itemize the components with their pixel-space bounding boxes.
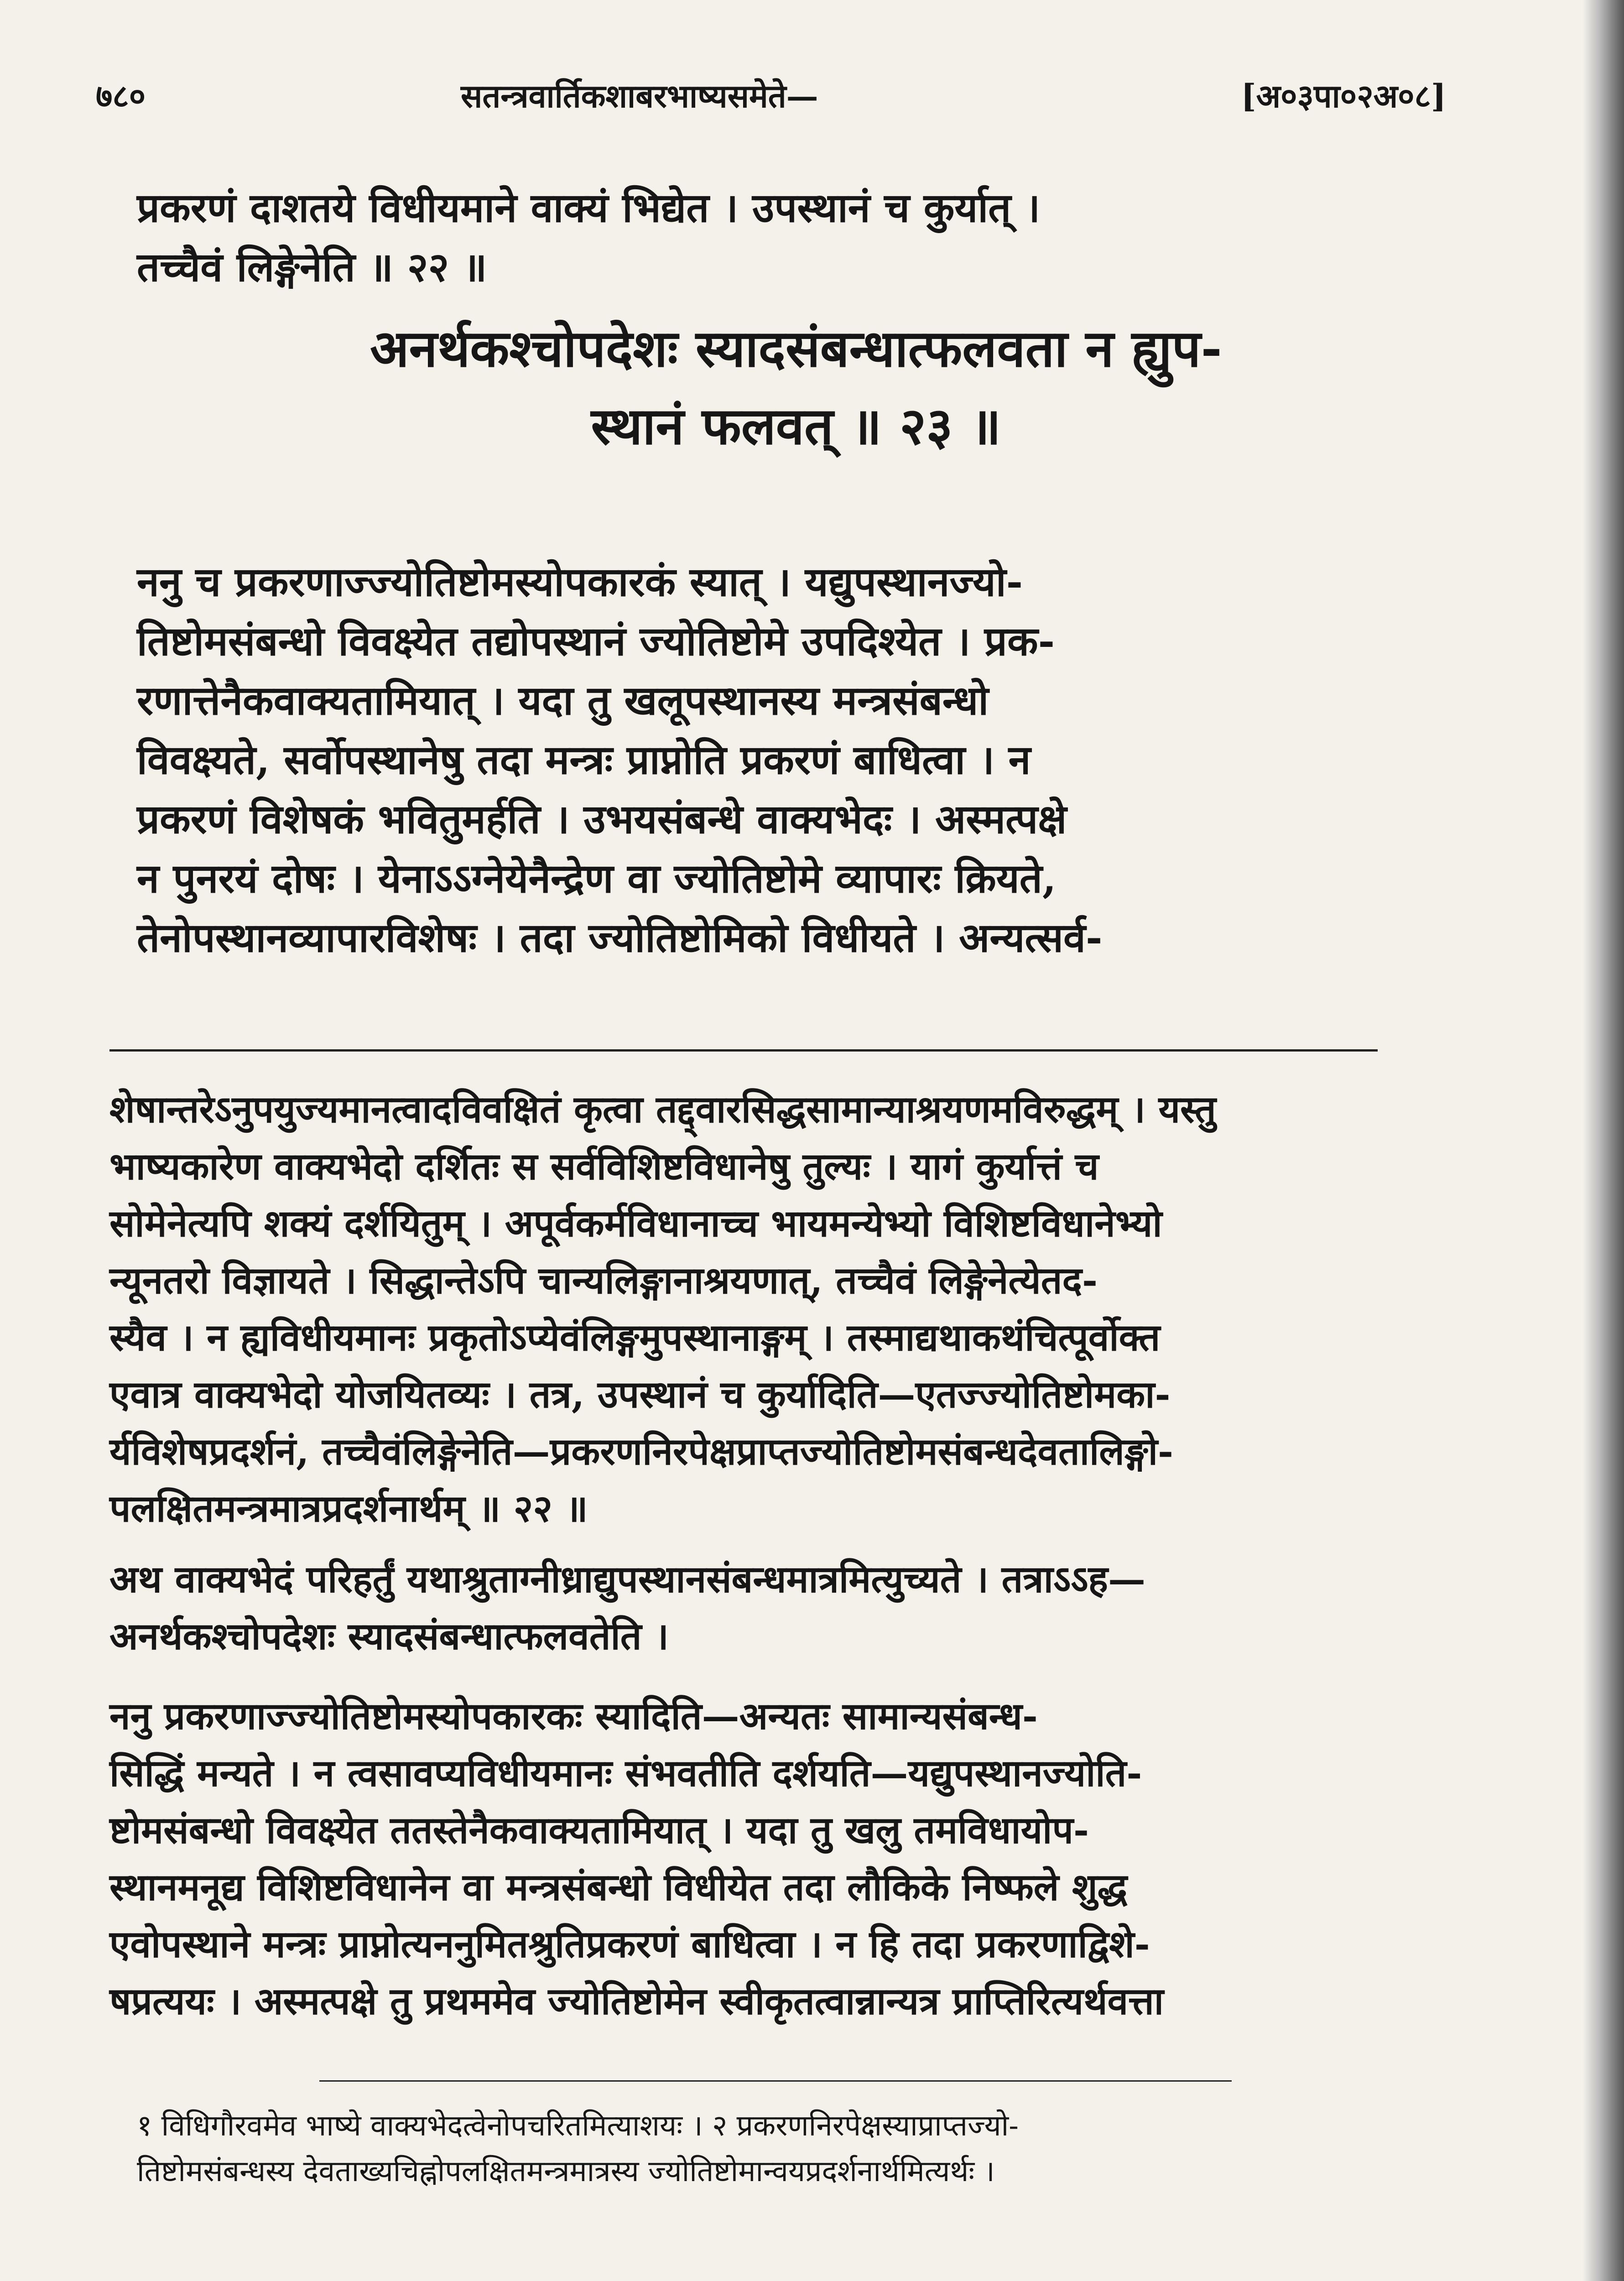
sutra-line: स्थानं फलवत् ॥ २३ ॥ [591,396,1001,456]
commentary-line: पलक्षितमन्त्रमात्रप्रदर्शनार्थम् ॥ २२ ॥ [109,1487,588,1531]
commentary-line: एवोपस्थाने मन्त्रः प्राप्नोत्यननुमितश्रुतिप्रकरणं बाधित्वा । न हि तदा प्रकरणाद्विशे- [109,1922,1150,1966]
commentary-line: शेषान्तरेऽनुपयुज्यमानत्वादविवक्षितं कृत्वा तद्द्वारसिद्धसामान्याश्रयणमविरुद्धम् । यस्तु [109,1088,1216,1131]
commentary-line: षप्रत्ययः । अस्मत्पक्षे तु प्रथममेव ज्योतिष्टोमेन स्वीकृतत्वान्नान्यत्र प्राप्तिरित्यर्थवत्ता [109,1979,1164,2023]
commentary-line: सिद्धिं मन्यते । न त्वसावप्यविधीयमानः संभवतीति दर्शयति—यद्युपस्थानज्योति- [109,1751,1142,1795]
text-line: प्रकरणं दाशतये विधीयमाने वाक्यं भिद्येत । उपस्थानं च कुर्यात् । [137,184,1041,231]
footnote-line: १ विधिगौरवमेव भाष्ये वाक्यभेदत्वेनोपचरितमित्याशयः । २ प्रकरणनिरपेक्षस्याप्राप्तज्यो- [137,2109,1019,2143]
bhashya-text [137,552,1442,967]
commentary-line: अनर्थकश्चोपदेशः स्यादसंबन्धात्फलवतेति । [109,1614,669,1658]
section-divider [109,1049,1378,1052]
bhashya-line: विवक्ष्यते, सर्वोपस्थानेषु तदा मन्त्रः प्राप्नोति प्रकरणं बाधित्वा । न [137,736,1031,783]
commentary-line: स्थानमनूद्य विशिष्टविधानेन वा मन्त्रसंबन्धो विधीयेत तदा लौकिके निष्फले शुद्ध [109,1865,1128,1909]
text-line: तच्चैवं लिङ्गेनेति ॥ २२ ॥ [137,243,487,291]
bhashya-line: प्रकरणं विशेषकं भवितुमर्हति । उभयसंबन्धे वाक्यभेदः । अस्मत्पक्षे [137,795,1067,843]
commentary-line: भाष्यकारेण वाक्यभेदो दर्शितः स सर्वविशिष्टविधानेषु तुल्यः । यागं कुर्यात्तं च [109,1145,1099,1188]
bhashya-line: न पुनरयं दोषः । येनाऽऽग्नेयेनैन्द्रेण वा ज्योतिष्टोमे व्यापारः क्रियते, [137,854,1057,902]
bhashya-line: ननु च प्रकरणाज्ज्योतिष्टोमस्योपकारकं स्यात् । यद्युपस्थानज्यो- [137,558,1023,605]
commentary-line: अथ वाक्यभेदं परिहर्तुं यथाश्रुताग्नीध्राद्युपस्थानसंबन्धमात्रमित्युच्यते । तत्राऽऽह— [109,1557,1145,1601]
page-header [96,68,1446,123]
bhashya-line: रणात्तेनैकवाक्यतामियात् । यदा तु खलूपस्थानस्य मन्त्रसंबन्धो [137,677,989,724]
bhashya-line: तेनोपस्थानव्यापारविशेषः । तदा ज्योतिष्टोमिको विधीयते । अन्यत्सर्व- [137,914,1103,961]
commentary-block-3 [109,1688,1432,2030]
bhashya-line: तिष्टोमसंबन्धो विवक्ष्येत तद्योपस्थानं ज्योतिष्टोमे उपदिश्येत । प्रक- [137,617,1055,665]
commentary-block-1 [109,1081,1432,1537]
page-number: ७८० [96,77,146,115]
commentary-line: न्यूनतरो विज्ञायते । सिद्धान्तेऽपि चान्यलिङ्गानाश्रयणात्, तच्चैवं लिङ्गेनेत्येतद- [109,1259,1098,1302]
running-title: सतन्त्रवार्तिकशाबरभाष्यसमेते— [461,77,818,115]
sutra-line: अनर्थकश्चोपदेशः स्यादसंबन्धात्फलवता न ह्युप- [370,319,1222,379]
commentary-line: र्यविशेषप्रदर्शनं, तच्चैवंलिङ्गेनेति—प्रकरणनिरपेक्षप्राप्तज्योतिष्टोमसंबन्धदेवतालिङ्गो- [109,1430,1174,1474]
section-reference: [अ०३पा०२अ०८] [1241,77,1446,115]
commentary-line: स्यैव । न ह्यविधीयमानः प्रकृतोऽप्येवंलिङ्गमुपस्थानाङ्गम् । तस्माद्यथाकथंचित्पूर्वोक्त [109,1316,1161,1359]
sutra-heading [214,310,1378,465]
footnotes [137,2103,1442,2194]
footnote-divider [319,2080,1232,2082]
page-edge-shadow [1583,0,1624,2281]
commentary-line: सोमेनेत्यपि शक्यं दर्शयितुम् । अपूर्वकर्मविधानाच्च भायमन्येभ्यो विशिष्टविधानेभ्यो [109,1202,1162,1245]
commentary-line: ष्टोमसंबन्धो विवक्ष्येत ततस्तेनैकवाक्यतामियात् । यदा तु खलु तमविधायोप- [109,1808,1089,1852]
footnote-line: तिष्टोमसंबन्धस्य देवताख्यचिह्नोपलक्षितमन्त्रमात्रस्य ज्योतिष्टोमान्वयप्रदर्शनार्थमित्यर्थः । [137,2155,995,2188]
commentary-line: ननु प्रकरणाज्ज्योतिष्टोमस्योपकारकः स्यादिति—अन्यतः सामान्यसंबन्ध- [109,1694,1038,1738]
commentary-block-2 [109,1551,1432,1665]
prior-text [137,178,1442,297]
commentary-line: एवात्र वाक्यभेदो योजयितव्यः । तत्र, उपस्थानं च कुर्यादिति—एतज्ज्योतिष्टोमका- [109,1373,1171,1417]
